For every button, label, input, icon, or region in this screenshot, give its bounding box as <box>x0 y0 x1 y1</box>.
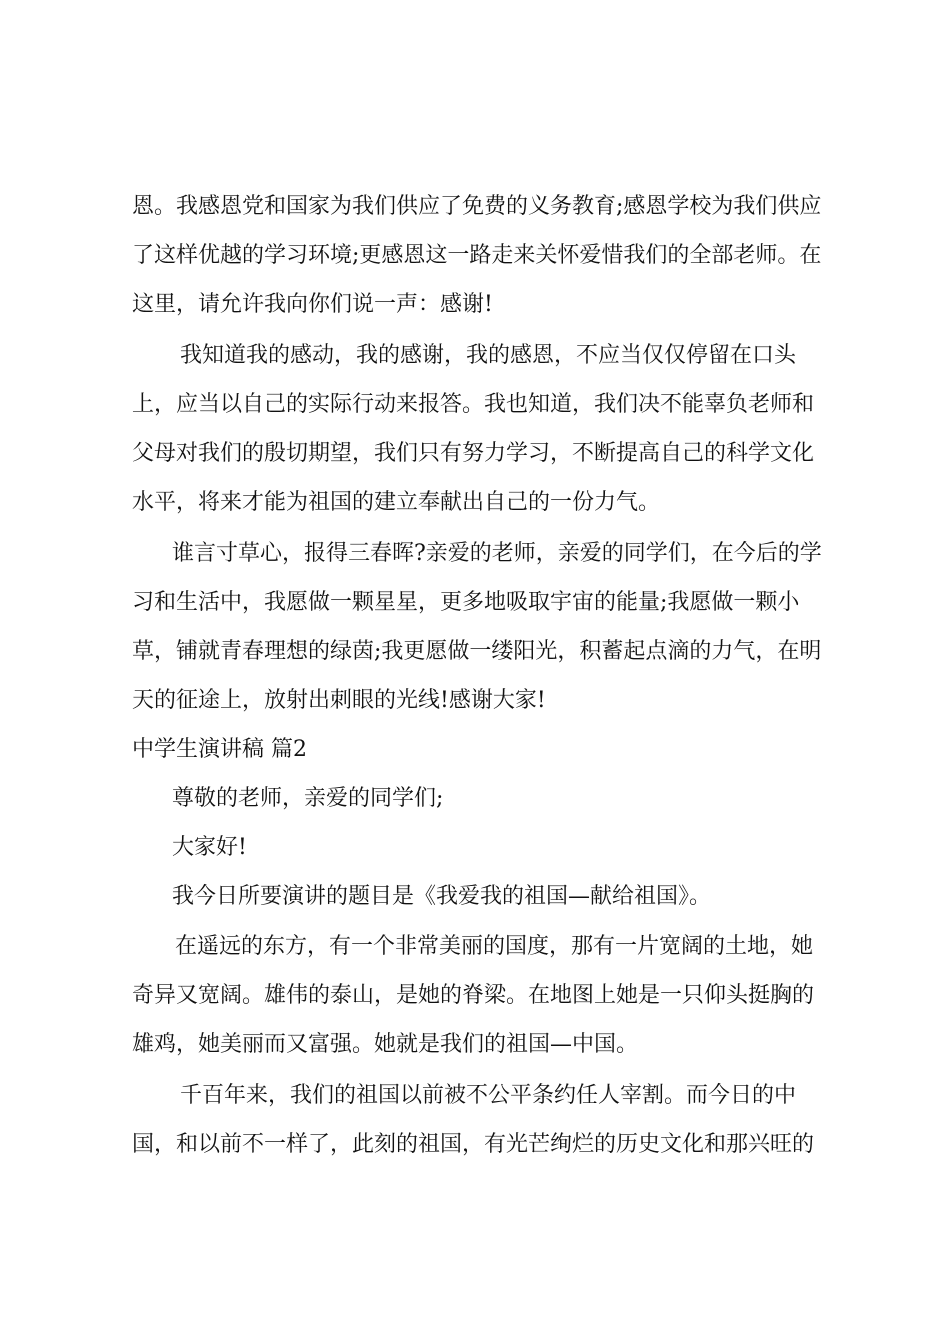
paragraph-line: 我知道我的感动，我的感谢，我的感恩，不应当仅仅停留在口头 <box>180 343 797 368</box>
paragraph-line: 了这样优越的学习环境;更感恩这一路走来关怀爱惜我们的全部老师。在 <box>132 243 822 268</box>
paragraph-line: 在遥远的东方，有一个非常美丽的国度，那有一片宽阔的土地，她 <box>175 934 814 959</box>
paragraph-line: 恩。我感恩党和国家为我们供应了免费的义务教育;感恩学校为我们供应 <box>132 194 822 219</box>
paragraph-line: 雄鸡，她美丽而又富强。她就是我们的祖国—中国。 <box>132 1032 639 1057</box>
paragraph-line: 天的征途上，放射出刺眼的光线!感谢大家! <box>132 688 546 713</box>
paragraph-line: 父母对我们的殷切期望，我们只有努力学习，不断提高自己的科学文化 <box>132 441 815 466</box>
paragraph-line: 奇异又宽阔。雄伟的泰山，是她的脊梁。在地图上她是一只仰头挺胸的 <box>132 983 815 1008</box>
topic-line: 我今日所要演讲的题目是《我爱我的祖国—献给祖国》。 <box>172 884 712 909</box>
paragraph-line: 习和生活中，我愿做一颗星星，更多地吸取宇宙的能量;我愿做一颗小 <box>132 590 800 615</box>
paragraph-line: 这里，请允许我向你们说一声：感谢! <box>132 292 493 317</box>
paragraph-line: 水平，将来才能为祖国的建立奉献出自己的一份力气。 <box>132 490 661 515</box>
greeting-line: 大家好! <box>172 835 247 860</box>
section-heading: 中学生演讲稿 篇2 <box>132 737 307 762</box>
paragraph-line: 国，和以前不一样了，此刻的祖国，有光芒绚烂的历史文化和那兴旺的 <box>132 1132 815 1157</box>
greeting-line: 尊敬的老师，亲爱的同学们; <box>172 786 444 811</box>
paragraph-line: 上，应当以自己的实际行动来报答。我也知道，我们决不能辜负老师和 <box>132 392 815 417</box>
paragraph-line: 谁言寸草心，报得三春晖?亲爱的老师，亲爱的同学们，在今后的学 <box>172 541 822 566</box>
paragraph-line: 草，铺就青春理想的绿茵;我更愿做一缕阳光，积蓄起点滴的力气，在明 <box>132 639 822 664</box>
paragraph-line: 千百年来，我们的祖国以前被不公平条约任人宰割。而今日的中 <box>180 1083 797 1108</box>
